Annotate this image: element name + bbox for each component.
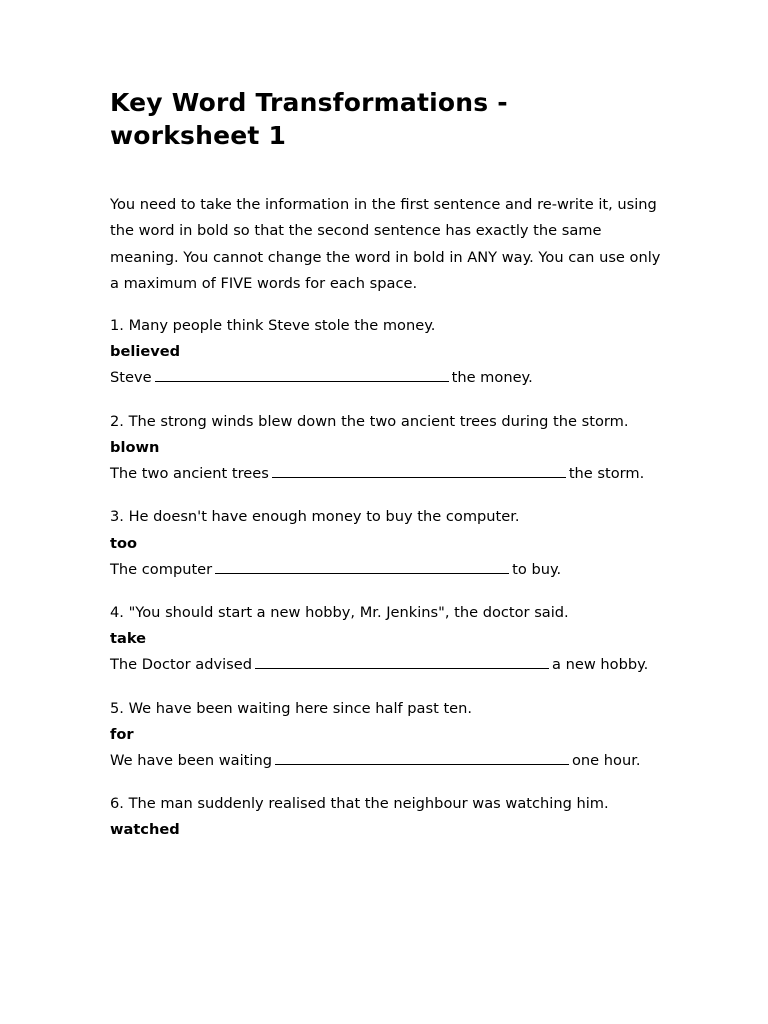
keyword: watched	[110, 821, 180, 839]
keyword: too	[110, 534, 138, 552]
keyword: blown	[110, 439, 160, 457]
page-title	[110, 86, 670, 152]
original-sentence: 2. The strong winds blew down the two ancient trees during the storm.	[110, 412, 629, 430]
exercise-item-5	[110, 696, 670, 775]
exercise-item-2	[110, 409, 670, 488]
answer-blank[interactable]	[272, 463, 566, 478]
sentence-start: The computer	[110, 560, 213, 578]
original-sentence: 4. "You should start a new hobby, Mr. Jenkins", the doctor said.	[110, 603, 569, 621]
original-sentence: 3. He doesn't have enough money to buy the computer.	[110, 508, 520, 526]
exercise-item-4	[110, 600, 670, 679]
transformation-line	[110, 461, 670, 487]
original-sentence: 5. We have been waiting here since half past ten.	[110, 699, 473, 717]
instructions: You need to take the information in the first sentence and re-write it, using the word in bold so that the second sentence has exactly the same meaning. You cannot change the word in bold in ANY way. You can use only a maximum of FIVE words for each space.	[110, 196, 661, 292]
answer-blank[interactable]	[255, 654, 549, 669]
worksheet-page	[110, 86, 670, 860]
original-sentence: 6. The man suddenly realised that the neighbour was watching him.	[110, 795, 609, 813]
exercise-item-3	[110, 504, 670, 583]
keyword: for	[110, 725, 134, 743]
sentence-end: to buy.	[512, 560, 562, 578]
sentence-end: one hour.	[571, 751, 641, 769]
transformation-line	[110, 557, 670, 583]
sentence-start: The Doctor advised	[110, 656, 253, 674]
answer-blank[interactable]	[275, 750, 569, 765]
sentence-start: We have been waiting	[110, 751, 272, 769]
title-line-1: Key Word Transformations -	[110, 88, 508, 117]
answer-blank[interactable]	[155, 367, 449, 382]
keyword: take	[110, 630, 147, 648]
transformation-line	[110, 748, 670, 774]
sentence-end: the storm.	[568, 465, 645, 483]
exercise-item-1	[110, 313, 670, 392]
title-line-2: worksheet 1	[110, 121, 287, 150]
sentence-end: a new hobby.	[552, 656, 649, 674]
original-sentence: 1. Many people think Steve stole the money.	[110, 317, 436, 335]
transformation-line	[110, 652, 670, 678]
sentence-start: The two ancient trees	[110, 465, 269, 483]
answer-blank[interactable]	[215, 559, 509, 574]
keyword: believed	[110, 343, 181, 361]
exercise-list	[110, 313, 670, 843]
sentence-start: Steve	[110, 369, 152, 387]
exercise-item-6	[110, 791, 670, 843]
sentence-end: the money.	[451, 369, 533, 387]
transformation-line	[110, 365, 670, 391]
